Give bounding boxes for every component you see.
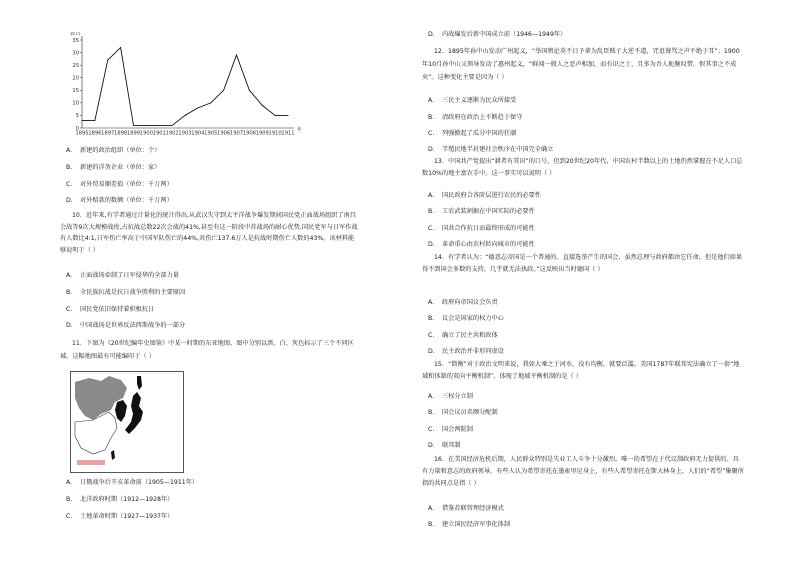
q15-option-c[interactable]: [428, 426, 473, 434]
option-text: 民主政治并非形同虚设: [442, 348, 504, 355]
data-point: [288, 115, 289, 116]
option-text: 工农武装割据在中国实际的必要性: [442, 208, 535, 215]
x-tick-label: 1911: [281, 130, 295, 136]
option-key: C.: [428, 426, 435, 433]
option-text: 国共合作抗日而最终形成的可能性: [442, 225, 535, 232]
x-tick-label: 1905: [204, 130, 218, 136]
y-tick-label: 15: [72, 88, 79, 95]
q12-option-a[interactable]: [428, 97, 516, 105]
option-text: 确立了民主共和政体: [442, 332, 498, 339]
question-15-stem: 15．“简衡”对于政治文明来说，我如大乘之于河水，没有均衡，就要泛滥。美国1787年联邦宪法确立了一套“地域和体制的双向平衡机制”。体现了地域平衡机制的是（ ）: [422, 361, 740, 380]
x-tick-label: 1901: [152, 130, 166, 136]
data-point: [262, 105, 263, 106]
x-tick-label: 1902: [165, 130, 179, 136]
x-tick-label: 1897: [101, 130, 115, 136]
east-asia-map: [70, 371, 184, 473]
q14-option-a[interactable]: [428, 299, 498, 307]
option-text: 新建的政治组织（单位：个）: [80, 147, 161, 154]
y-tick-label: 20: [72, 75, 79, 82]
q9-option-d[interactable]: [66, 197, 173, 205]
option-text: 国民党依旧保持着积极抗日: [80, 306, 155, 313]
option-key: C.: [66, 181, 73, 188]
option-key: B.: [428, 409, 435, 416]
y-tick-label: 5: [75, 113, 79, 120]
series-line: [82, 48, 288, 126]
q12-option-b[interactable]: [428, 114, 522, 122]
map-region-black-taiwan: [111, 450, 115, 460]
q16-option-a[interactable]: [428, 505, 504, 513]
option-key: B.: [428, 315, 435, 322]
option-text: 三民主义逐渐为民众所接受: [442, 97, 517, 104]
x-tick-label: 1903: [178, 130, 192, 136]
q13-option-d[interactable]: [428, 241, 535, 249]
option-text: 日俄战争后辛亥革命前（1905—1911年）: [80, 479, 199, 486]
option-text: 国会两院制: [442, 426, 473, 433]
option-text: 政府向帝国议会负责: [442, 299, 498, 306]
option-key: C.: [66, 513, 73, 520]
option-key: A.: [428, 393, 435, 400]
option-text: 北洋政府时期（1912—1928年）: [80, 496, 174, 503]
q14-option-c[interactable]: [428, 332, 498, 340]
q15-option-d[interactable]: [428, 442, 461, 450]
option-text: 国民政府合各阶层进行农民的必要性: [442, 192, 541, 199]
x-tick-label: 1895: [75, 130, 89, 136]
x-tick-label: 1908: [242, 130, 256, 136]
data-point: [249, 90, 250, 91]
data-point: [236, 55, 237, 56]
q12-option-d[interactable]: [428, 146, 553, 154]
q13-option-a[interactable]: [428, 192, 541, 200]
x-tick-label: 1907: [229, 130, 244, 136]
map-region-black-sakhalin: [137, 376, 142, 390]
q13-option-c[interactable]: [428, 225, 535, 233]
q11-option-c[interactable]: [66, 513, 173, 521]
map-region-black-korea: [115, 400, 127, 422]
option-key: D.: [428, 31, 435, 38]
q10-option-b[interactable]: [66, 289, 185, 297]
data-point: [133, 125, 134, 126]
option-key: D.: [428, 241, 435, 248]
option-key: B.: [66, 289, 73, 296]
q10-option-c[interactable]: [66, 306, 154, 314]
x-tick-label: 1898: [114, 130, 128, 136]
option-text: 建立国民经济军事化体制: [442, 521, 511, 528]
question-11-stem: 11．下图为《20世纪编年史图鉴》中某一时期的东亚地图，图中分别以黑、白、灰色标示了三个不同区域。这幅地图最有可能编印于（ ）: [60, 340, 354, 360]
option-text: 对外赔款的数额（单位：千万两）: [80, 197, 173, 204]
option-key: D.: [428, 146, 435, 153]
option-text: 三权分立制: [442, 393, 473, 400]
option-text: 联邦制: [442, 442, 461, 449]
y-axis-label: 数目: [70, 32, 81, 37]
data-point: [275, 115, 276, 116]
option-key: C.: [66, 306, 73, 313]
q9-option-a[interactable]: [66, 147, 160, 155]
option-text: 内战爆发后新中国成立前（1946—1949年）: [442, 31, 567, 38]
x-tick-label: 1906: [217, 130, 231, 136]
question-14-stem: 14．有学者认为：“德意志帝国是一个普通的、直接选举产生的国会，虽然总理与政府都由它任命，但是他们如果得不到国会多数的支持，几乎就无法执政。”这反映出当时德国（ ）: [422, 254, 743, 273]
x-tick-label: 1896: [88, 130, 102, 136]
q14-option-d[interactable]: [428, 348, 504, 356]
option-key: D.: [66, 197, 73, 204]
map-highlight-bar: [77, 460, 105, 465]
x-tick-label: 1909: [255, 130, 269, 136]
x-tick-label: 1904: [191, 130, 205, 136]
option-key: A.: [66, 272, 73, 279]
y-tick-label: 35: [72, 37, 79, 44]
y-tick-label: 30: [72, 50, 79, 57]
option-key: B.: [428, 114, 435, 121]
q13-option-b[interactable]: [428, 208, 535, 216]
data-point: [82, 120, 83, 121]
option-text: 半殖民地半封建社会秩序在中国完全确立: [442, 146, 554, 153]
line-chart: [66, 32, 306, 136]
q12-option-c[interactable]: [428, 130, 516, 138]
option-key: A.: [66, 479, 73, 486]
y-tick-label: 10: [72, 100, 79, 107]
option-key: A.: [66, 147, 73, 154]
option-key: B.: [428, 521, 435, 528]
data-point: [210, 102, 211, 103]
data-point: [159, 125, 160, 126]
option-text: 对外贸易顺差值（单位：千万两）: [80, 181, 173, 188]
option-key: D.: [428, 442, 435, 449]
option-key: A.: [428, 299, 435, 306]
option-key: C.: [428, 130, 435, 137]
option-text: 全民族抗战是抗日战争胜利的主要原因: [80, 289, 186, 296]
data-point: [107, 60, 108, 61]
q9-option-c[interactable]: [66, 181, 173, 189]
map-region-white-china: [75, 412, 117, 454]
q14-option-b[interactable]: [428, 315, 504, 323]
q15-option-b[interactable]: [428, 409, 498, 417]
question-12-stem: 12．1895年孙中山发动广州起义，“举国舆论莫不目予辈为乱臣贼子大逆不道，咒诅谩骂之声不绝于耳”；1900年10月孙中山又领导发动了惠州起义，“鲜闻一般人之恶声相加，而有识之士，且多为吾人扼腕叹惜，恨其事之不成矣”。这种变化主要是因为（ ）: [422, 48, 740, 81]
option-key: A.: [428, 97, 435, 104]
option-text: 新建的洋务企业（单位：家）: [80, 164, 161, 171]
option-text: 议会是国家的权力中心: [442, 315, 504, 322]
option-key: D.: [66, 322, 73, 329]
option-key: A.: [428, 192, 435, 199]
q11-option-d[interactable]: [428, 31, 566, 39]
option-key: C.: [428, 332, 435, 339]
option-text: 清政府在政治上不断趋于保守: [442, 114, 523, 121]
data-point: [120, 47, 121, 48]
option-text: 国会议员名额分配制: [442, 409, 498, 416]
option-key: B.: [428, 208, 435, 215]
data-point: [94, 120, 95, 121]
data-point: [197, 107, 198, 108]
map-region-black-japan: [125, 392, 143, 434]
map-drawing: [71, 372, 183, 472]
question-10-stem: 10．近年来,有学者通过计量化的统计得出,从武汉失守到太平洋战争爆发期间国民党正面战场组织了南昌会战等9次大规模战役,占抗战总数22次会战的41%,甚至有这一阶段中苏战场的耐心优势,国民党军与日军作战有人数比4:1,日军伤亡率高于中国军队伤亡的44%,共伤亡137.6万人是抗战时期伤亡人数的43%。该材料能够说明于（ ）: [60, 212, 358, 254]
option-key: D.: [428, 348, 435, 355]
question-16-stem: 16．在美国经济危机后期，人民群众特别是失业工人斗争十分激烈。唯一的希望在于代议制政府无力提供的、具有力量和意志的政府领导。有些人认为希望寄托在墨索里尼身上，有些人希望寄托在斯大林身上，人们的“希望”集聚所指的共同点是指（ ）: [422, 456, 744, 487]
option-key: C.: [428, 225, 435, 232]
option-key: B.: [66, 496, 73, 503]
question-13-stem: 13．中国共产党提出“耕者有其田”的口号，但到20世纪20年代，中国农村半数以上的土地仍然掌握在不足人口总数10%的地主富农手中。这一事实可以说明（ ）: [422, 158, 743, 177]
x-tick-label: 1910: [268, 130, 282, 136]
option-key: B.: [66, 164, 73, 171]
q15-option-a[interactable]: [428, 393, 473, 401]
option-text: 列强掀起了瓜分中国的狂潮: [442, 130, 517, 137]
y-tick-label: 25: [72, 62, 79, 69]
data-point: [223, 90, 224, 91]
option-text: 借鉴苏联管理经济模式: [442, 505, 504, 512]
q11-option-a[interactable]: [66, 479, 198, 487]
x-axis-label: 年: [297, 127, 303, 133]
y-tick-label: 0: [75, 125, 79, 132]
q10-option-a[interactable]: [66, 272, 179, 280]
q10-option-d[interactable]: [66, 322, 185, 330]
option-text: 革命重心由农村转向城市的可能性: [442, 241, 535, 248]
q9-option-b[interactable]: [66, 164, 160, 172]
x-tick-label: 1900: [139, 130, 153, 136]
option-text: 正面战场牵制了日军侵华的全部力量: [80, 272, 179, 279]
option-key: A.: [428, 505, 435, 512]
q16-option-b[interactable]: [428, 521, 510, 529]
option-text: 中国战场是世界反法西斯战争的一部分: [80, 322, 186, 329]
data-point: [146, 125, 147, 126]
data-point: [172, 125, 173, 126]
x-tick-label: 1899: [126, 130, 141, 136]
option-text: 土地革命时期（1927—1937年）: [80, 513, 174, 520]
data-point: [185, 115, 186, 116]
q11-option-b[interactable]: [66, 496, 173, 504]
